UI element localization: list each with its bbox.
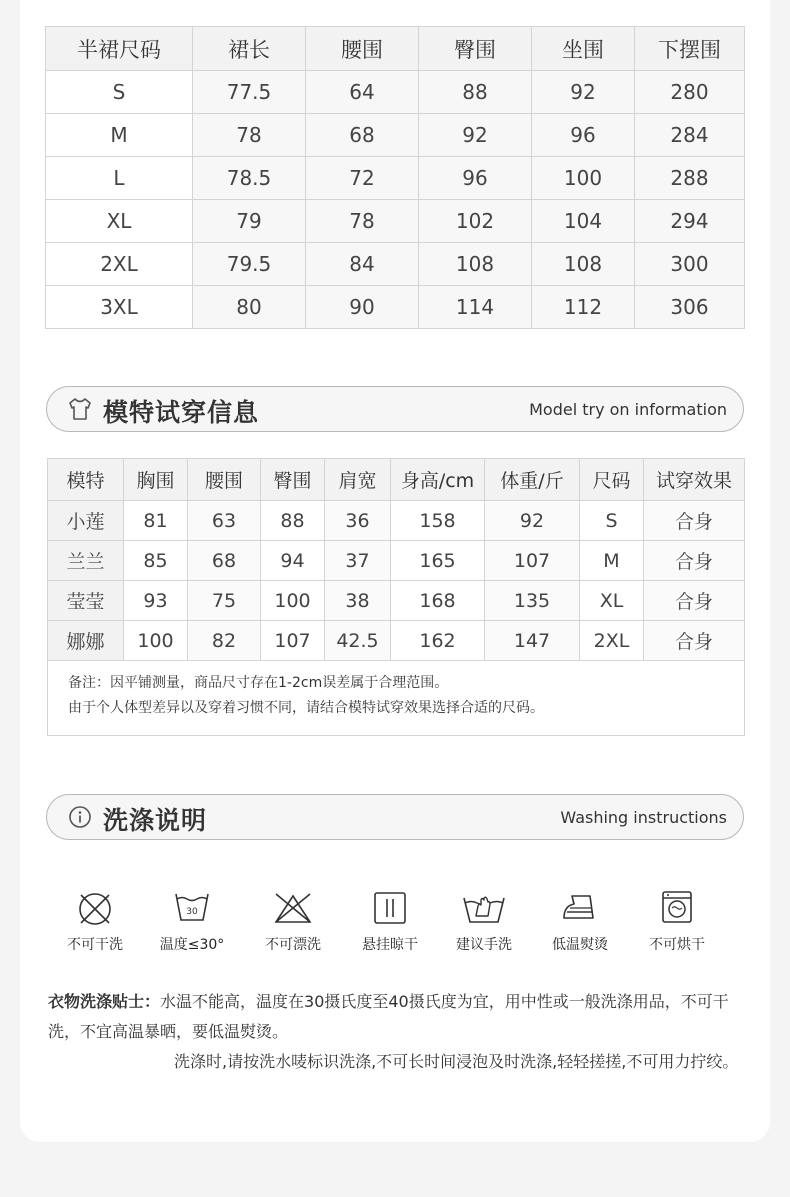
size-header-cell: 裙长 [193,27,306,71]
size-label-cell: S [46,71,193,114]
size-value-cell: 112 [532,286,635,329]
size-value-cell: 108 [532,243,635,286]
wash-item-hang-dry [350,888,430,954]
model-value-cell: 42.5 [325,621,391,661]
model-value-cell: 147 [485,621,580,661]
size-value-cell: 64 [306,71,419,114]
content-card [20,0,770,1142]
washing-tips [48,987,758,1077]
washing-banner [46,794,744,840]
model-table-header [48,459,745,501]
model-value-cell: 82 [188,621,261,661]
wash-item-30 [152,888,232,954]
wash-label: 不可烘干 [649,937,705,953]
size-header-cell: 臀围 [419,27,532,71]
no-dry-clean-icon [75,888,115,928]
size-value-cell: 96 [532,114,635,157]
model-value-cell: 合身 [644,541,745,581]
model-value-cell: 135 [485,581,580,621]
wash-label: 悬挂晾干 [362,937,418,953]
washing-subtitle: Washing instructions [560,808,727,827]
tips-paragraph-1 [48,987,758,1047]
model-value-cell: 2XL [580,621,644,661]
model-value-cell: 合身 [644,581,745,621]
wash-label: 不可漂洗 [265,937,321,953]
size-row [46,286,745,329]
wash-item-low-iron [540,888,620,954]
size-label-cell: XL [46,200,193,243]
model-value-cell: 93 [124,581,188,621]
size-label-cell: 3XL [46,286,193,329]
model-value-cell: 63 [188,501,261,541]
model-value-cell: 100 [124,621,188,661]
info-icon [67,804,93,830]
model-value-cell: 158 [391,501,485,541]
model-value-cell: 75 [188,581,261,621]
size-value-cell: 104 [532,200,635,243]
size-row [46,157,745,200]
size-header-cell: 腰围 [306,27,419,71]
model-info-subtitle: Model try on information [529,400,727,419]
model-value-cell: 100 [261,581,325,621]
tips-line-2: 洗涤时,请按洗水唛标识洗涤,不可长时间浸泡及时洗涤,轻轻搓搓,不可用力拧绞。 [174,1052,739,1071]
wash-item-no-bleach [253,888,333,954]
model-header-cell: 体重/斤 [485,459,580,501]
size-value-cell: 288 [635,157,745,200]
wash-label: 温度≤30° [159,937,225,953]
size-value-cell: 80 [193,286,306,329]
model-value-cell: S [580,501,644,541]
model-header-cell: 臀围 [261,459,325,501]
size-value-cell: 78 [306,200,419,243]
wash-label: 建议手洗 [456,937,512,953]
no-tumble-dry-icon [657,888,697,928]
size-value-cell: 306 [635,286,745,329]
model-name-cell: 莹莹 [48,581,124,621]
model-value-cell: 162 [391,621,485,661]
model-value-cell: 37 [325,541,391,581]
wash-label: 不可干洗 [67,937,123,953]
size-value-cell: 77.5 [193,71,306,114]
no-bleach-icon [273,888,313,928]
model-header-cell: 腰围 [188,459,261,501]
size-value-cell: 84 [306,243,419,286]
low-iron-icon [560,888,600,928]
model-note-row [48,661,745,736]
model-row [48,541,745,581]
size-header-cell: 坐围 [532,27,635,71]
washing-title: 洗涤说明 [103,806,208,835]
size-label-cell: L [46,157,193,200]
size-value-cell: 284 [635,114,745,157]
model-name-cell: 兰兰 [48,541,124,581]
model-value-cell: 81 [124,501,188,541]
model-value-cell: XL [580,581,644,621]
size-value-cell: 79 [193,200,306,243]
size-value-cell: 108 [419,243,532,286]
size-value-cell: 92 [532,71,635,114]
size-value-cell: 90 [306,286,419,329]
wash-item-no-dry-clean [55,888,135,954]
note-line-1: 备注：因平铺测量，商品尺寸存在1-2cm误差属于合理范围。 [68,675,449,691]
shirt-icon [67,396,93,422]
model-row [48,501,745,541]
tips-heading: 衣物洗涤贴士： [48,992,161,1011]
model-name-cell: 娜娜 [48,621,124,661]
tips-line-1: 水温不能高，温度在30摄氏度至40摄氏度为宜，用中性或一般洗涤用品，不可干洗，不宜高温暴晒，要低温熨烫。 [48,992,729,1041]
model-header-cell: 胸围 [124,459,188,501]
model-note [48,661,745,736]
model-info-banner [46,386,744,432]
wash-temp: 30 [186,907,198,917]
size-value-cell: 294 [635,200,745,243]
model-header-cell: 身高/cm [391,459,485,501]
size-row [46,114,745,157]
model-header-cell: 尺码 [580,459,644,501]
model-value-cell: 88 [261,501,325,541]
size-value-cell: 78 [193,114,306,157]
size-row [46,200,745,243]
model-header-cell: 试穿效果 [644,459,745,501]
size-table-header [46,27,745,71]
size-value-cell: 114 [419,286,532,329]
hand-wash-icon [462,888,506,928]
size-value-cell: 78.5 [193,157,306,200]
model-value-cell: 36 [325,501,391,541]
model-header-cell: 肩宽 [325,459,391,501]
size-header-cell: 下摆围 [635,27,745,71]
model-value-cell: 38 [325,581,391,621]
model-value-cell: 合身 [644,501,745,541]
model-header-cell: 模特 [48,459,124,501]
model-table [47,458,745,736]
model-name-cell: 小莲 [48,501,124,541]
model-value-cell: 165 [391,541,485,581]
model-value-cell: 85 [124,541,188,581]
model-value-cell: 168 [391,581,485,621]
size-row [46,71,745,114]
model-value-cell: 94 [261,541,325,581]
model-info-title: 模特试穿信息 [103,398,260,427]
note-line-2: 由于个人体型差异以及穿着习惯不同，请结合模特试穿效果选择合适的尺码。 [68,700,544,716]
hang-dry-icon [370,888,410,928]
size-value-cell: 300 [635,243,745,286]
size-value-cell: 68 [306,114,419,157]
tips-paragraph-2 [48,1047,758,1077]
wash-30-icon [172,888,212,928]
size-value-cell: 280 [635,71,745,114]
size-label-cell: 2XL [46,243,193,286]
model-value-cell: 68 [188,541,261,581]
size-value-cell: 88 [419,71,532,114]
model-value-cell: 107 [261,621,325,661]
wash-item-no-tumble-dry [637,888,717,954]
size-value-cell: 100 [532,157,635,200]
model-value-cell: 92 [485,501,580,541]
model-row [48,621,745,661]
size-value-cell: 79.5 [193,243,306,286]
size-header-cell: 半裙尺码 [46,27,193,71]
size-label-cell: M [46,114,193,157]
size-value-cell: 96 [419,157,532,200]
model-value-cell: M [580,541,644,581]
size-value-cell: 92 [419,114,532,157]
model-row [48,581,745,621]
wash-item-hand-wash [444,888,524,954]
size-row [46,243,745,286]
size-value-cell: 102 [419,200,532,243]
wash-label: 低温熨烫 [552,937,608,953]
size-table [45,26,745,329]
model-value-cell: 107 [485,541,580,581]
size-value-cell: 72 [306,157,419,200]
model-value-cell: 合身 [644,621,745,661]
